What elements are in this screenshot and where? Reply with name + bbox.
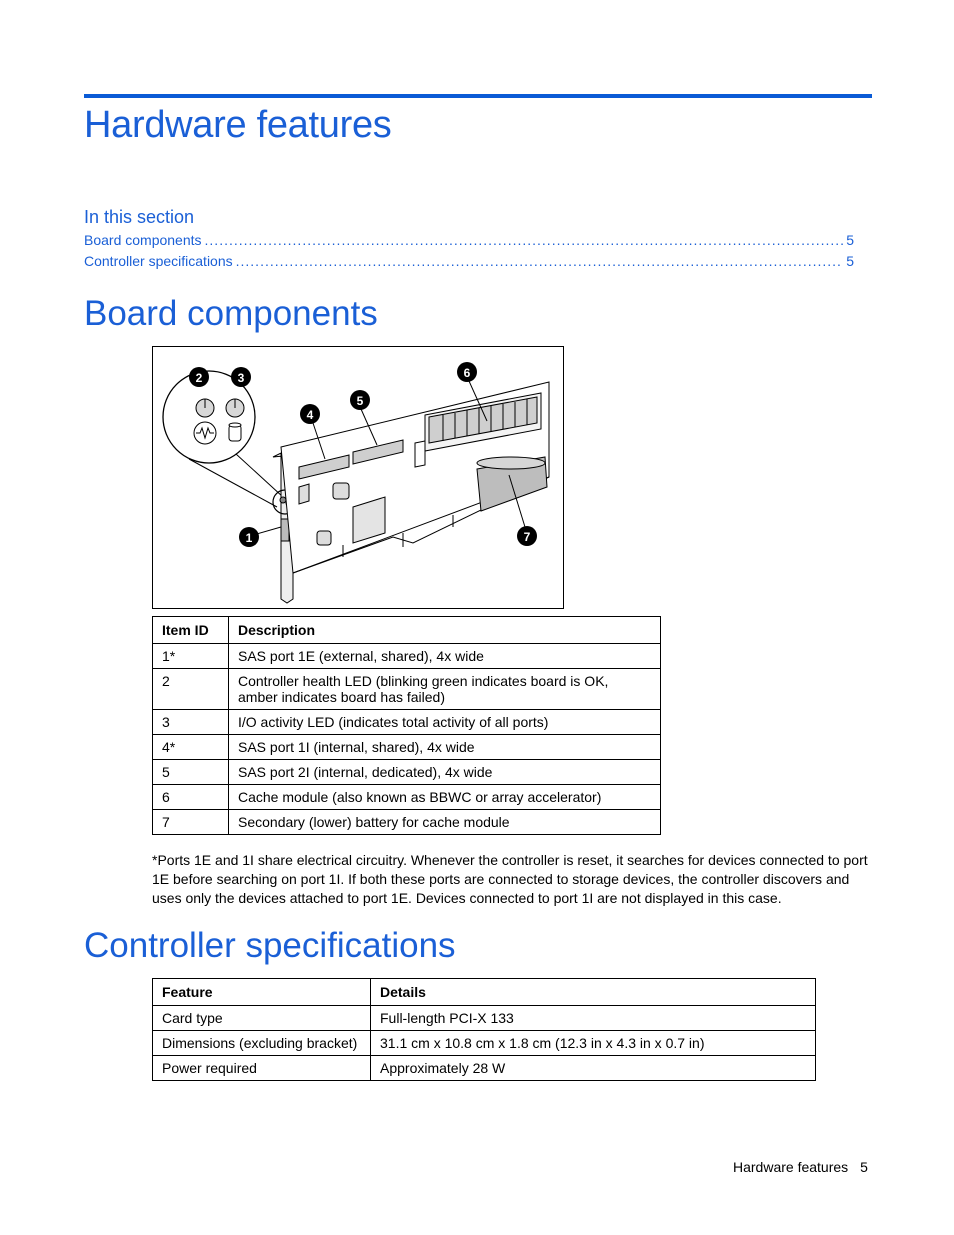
item-id-cell: 4* [153, 735, 229, 760]
callout-2 [189, 367, 209, 387]
toc-leader-dots [236, 253, 844, 269]
toc-heading: In this section [84, 207, 195, 227]
toc-entry-board-components[interactable] [84, 232, 854, 253]
callout-1 [239, 527, 259, 547]
callout-label: 4 [306, 408, 314, 422]
table-header-row [153, 979, 816, 1006]
callout-label: 5 [356, 394, 364, 408]
callout-label: 1 [245, 531, 253, 545]
callout-6 [457, 362, 477, 382]
table-row [153, 810, 661, 835]
description-cell: Secondary (lower) battery for cache module [229, 810, 661, 835]
callout-7 [517, 526, 537, 546]
table-row [153, 735, 661, 760]
table-row [153, 1031, 816, 1056]
item-id-cell: 5 [153, 760, 229, 785]
table-row [153, 669, 661, 710]
controller-specifications-table [152, 978, 816, 1081]
feature-cell: Power required [153, 1056, 371, 1081]
footer-page-number: 5 [860, 1159, 868, 1175]
callout-4 [300, 404, 320, 424]
description-cell: Controller health LED (blinking green indicates board is OK, amber indicates board has failed) [229, 669, 661, 710]
page-footer [733, 1159, 868, 1175]
description-cell: I/O activity LED (indicates total activity of all ports) [229, 710, 661, 735]
feature-cell: Dimensions (excluding bracket) [153, 1031, 371, 1056]
callout-3 [231, 367, 251, 387]
table-row [153, 644, 661, 669]
column-header-feature: Feature [153, 979, 371, 1006]
description-cell: SAS port 2I (internal, dedicated), 4x wide [229, 760, 661, 785]
page-title: Hardware features [84, 104, 392, 146]
header-rule [84, 94, 872, 98]
table-row [153, 710, 661, 735]
item-id-cell: 6 [153, 785, 229, 810]
table-header-row [153, 617, 661, 644]
table-row [153, 1006, 816, 1031]
callout-label: 7 [523, 530, 531, 544]
item-id-cell: 1* [153, 644, 229, 669]
details-cell: Full-length PCI-X 133 [371, 1006, 816, 1031]
toc-entry-controller-specifications[interactable] [84, 253, 854, 274]
item-id-cell: 7 [153, 810, 229, 835]
callout-label: 3 [237, 371, 245, 385]
column-header-description: Description [229, 617, 661, 644]
callout-label: 6 [463, 366, 471, 380]
callout-label: 2 [195, 371, 203, 385]
controller-specifications-heading: Controller specifications [84, 926, 456, 965]
table-row [153, 785, 661, 810]
column-header-item-id: Item ID [153, 617, 229, 644]
table-of-contents [84, 207, 854, 274]
description-cell: Cache module (also known as BBWC or array accelerator) [229, 785, 661, 810]
table-row [153, 1056, 816, 1081]
details-cell: Approximately 28 W [371, 1056, 816, 1081]
toc-entry-page: 5 [846, 232, 854, 248]
toc-entry-page: 5 [846, 253, 854, 269]
feature-cell: Card type [153, 1006, 371, 1031]
toc-entry-label: Board components [84, 232, 202, 248]
table-row [153, 760, 661, 785]
callout-5 [350, 390, 370, 410]
description-cell: SAS port 1E (external, shared), 4x wide [229, 644, 661, 669]
board-components-heading: Board components [84, 294, 378, 333]
ports-footnote: *Ports 1E and 1I share electrical circuitry. Whenever the controller is reset, it searches for devices connected to port 1E before searching on port 1I. If both these ports are connected to storage devices, the controller discovers and uses only the devices attached to port 1E. Devices connected to port 1I are not displayed in this case. [152, 852, 868, 906]
footer-section-title: Hardware features [733, 1159, 849, 1175]
details-cell: 31.1 cm x 10.8 cm x 1.8 cm (12.3 in x 4.3 in x 0.7 in) [371, 1031, 816, 1056]
toc-entry-label: Controller specifications [84, 253, 233, 269]
column-header-details: Details [371, 979, 816, 1006]
board-components-figure [152, 346, 564, 609]
item-id-cell: 3 [153, 710, 229, 735]
toc-leader-dots [205, 232, 844, 248]
controller-board-illustration [153, 347, 563, 608]
item-id-cell: 2 [153, 669, 229, 710]
board-components-table [152, 616, 661, 835]
description-cell: SAS port 1I (internal, shared), 4x wide [229, 735, 661, 760]
